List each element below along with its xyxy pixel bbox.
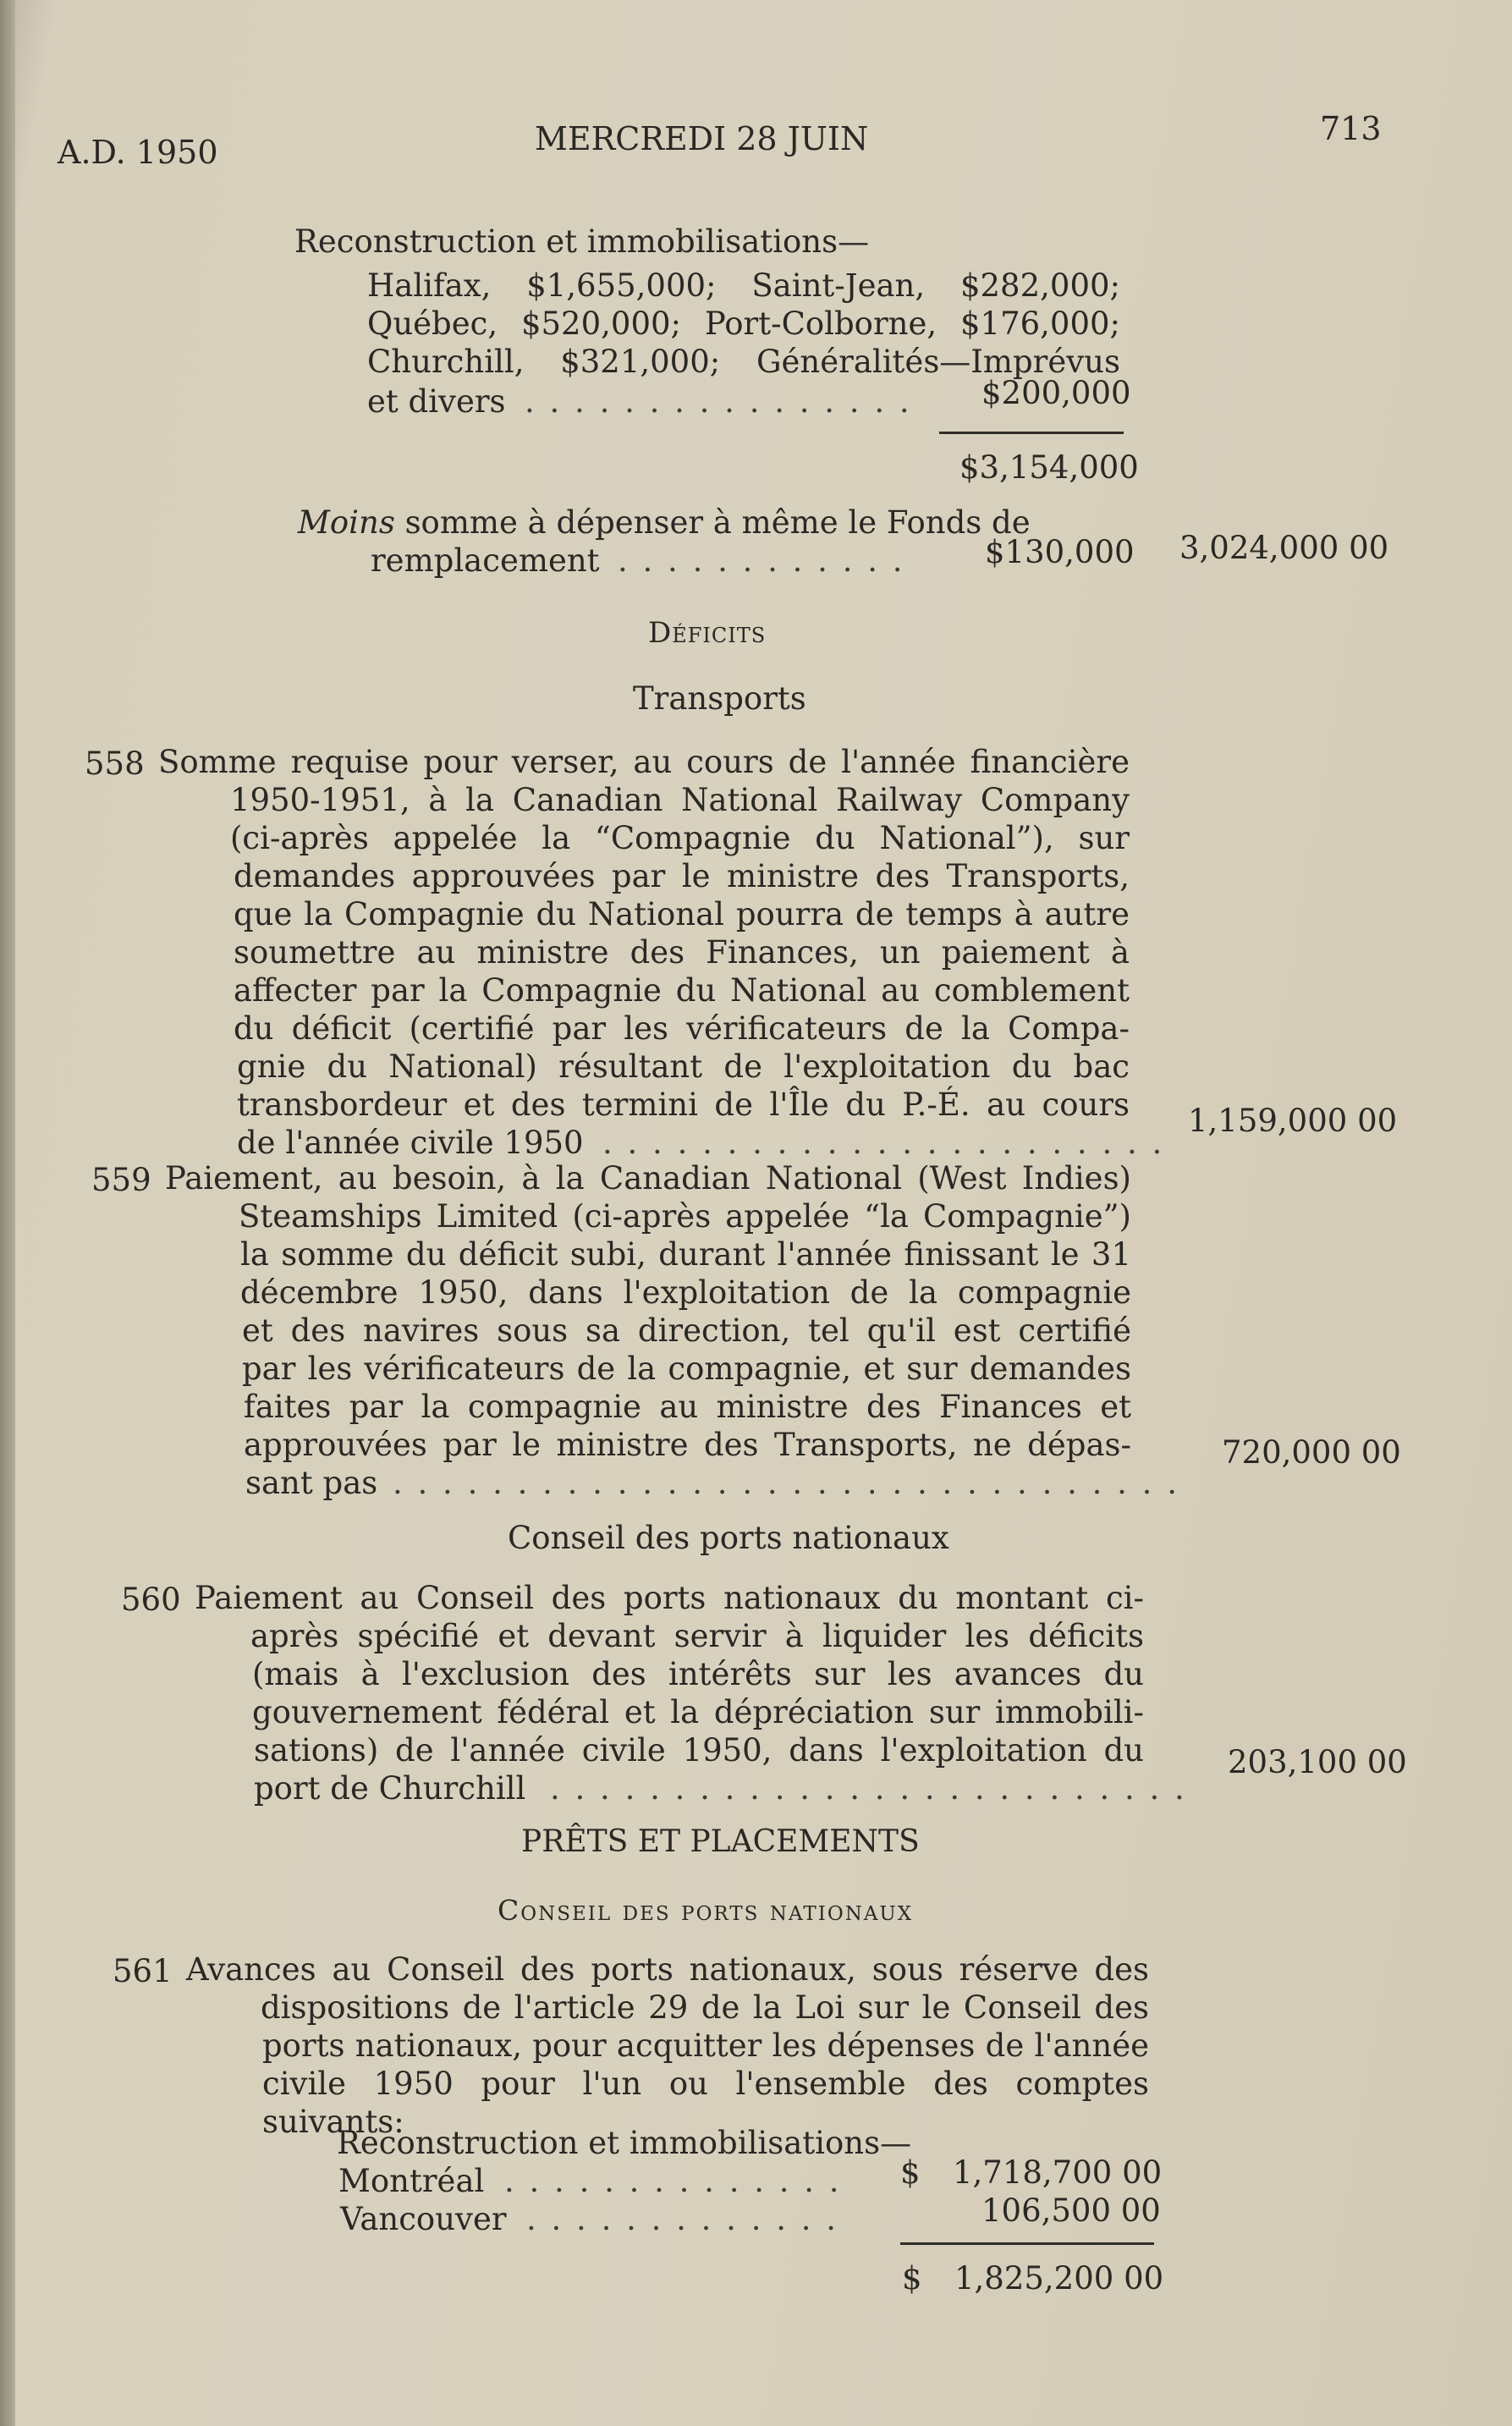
item-558-line-2: 1950-1951, à la Canadian National Railway Company	[230, 782, 1130, 818]
item-558-last-line: de l'année civile 1950	[237, 1125, 584, 1161]
item-560-line-3: (mais à l'exclusion des intérêts sur les avances du	[252, 1656, 1144, 1692]
item-559-line-6: par les vérificateurs de la compagnie, et sur demandes	[242, 1351, 1131, 1387]
item-559-number: 559	[91, 1162, 151, 1198]
item-560-line-4: gouvernement fédéral et la dépréciation sur immobili-	[252, 1694, 1144, 1730]
section-title-deficits: Déficits	[648, 616, 767, 650]
item-558-line-10: transbordeur et des termini de l'Île du P.-É. au cours	[237, 1086, 1130, 1123]
item-561-line-3: ports nationaux, pour acquitter les dépenses de l'année	[262, 2027, 1149, 2064]
dot-leader: . . . . . . . . . . . . . . . .	[525, 383, 912, 420]
item-561-line-5: suivants:	[262, 2104, 404, 2140]
item-560-line-1: Paiement au Conseil des ports nationaux du montant ci-	[195, 1580, 1144, 1616]
item-559-line-8: approuvées par le ministre des Transports, ne dépas-	[244, 1427, 1131, 1463]
item-558-line-8: du déficit (certifié par les vérificateurs de la Compa-	[234, 1010, 1130, 1047]
item-560-last-line: port de Churchill	[254, 1770, 526, 1807]
item-559-line-5: et des navires sous sa direction, tel qu'il est certifié	[242, 1312, 1131, 1349]
item-561-line-1: Avances au Conseil des ports nationaux, sous réserve des	[186, 1951, 1149, 1988]
item-561-line-4: civile 1950 pour l'un ou l'ensemble des comptes	[262, 2066, 1149, 2102]
section-title-prets: PRÊTS ET PLACEMENTS	[521, 1824, 920, 1859]
intro-last-label: et divers	[367, 383, 506, 420]
item-561-total: 1,825,200 00	[954, 2260, 1164, 2297]
item-559-last-line: sant pas	[245, 1465, 378, 1501]
item-559-line-7: faites par la compagnie au ministre des Finances et	[244, 1389, 1131, 1425]
row-montreal-amount: 1,718,700 00	[953, 2154, 1163, 2191]
intro-subtotal: $3,154,000	[959, 449, 1139, 486]
subsection-conseil: Conseil des ports nationaux	[508, 1520, 949, 1556]
total-rule	[900, 2242, 1154, 2245]
row-vancouver-label: Vancouver	[340, 2201, 507, 2237]
remplacement-amount: $130,000	[985, 534, 1135, 570]
total-dollar: $	[902, 2260, 922, 2297]
intro-line-1: Halifax, $1,655,000; Saint-Jean, $282,000;	[367, 267, 1120, 304]
item-558-line-6: soumettre au ministre des Finances, un paiement à	[234, 934, 1130, 971]
item-558-line-9: gnie du National) résultant de l'exploitation du bac	[237, 1048, 1130, 1085]
intro-line-2: Québec, $520,000; Port-Colborne, $176,000;	[367, 305, 1120, 342]
header-date: A.D. 1950	[58, 134, 218, 171]
item-558-line-3: (ci-après appelée la “Compagnie du National”), sur	[230, 820, 1130, 856]
dot-leader: . . . . . . . . . . . . .	[526, 2201, 839, 2237]
subsection-transports: Transports	[633, 680, 806, 717]
item-559-line-4: décembre 1950, dans l'exploitation de la compagnie	[240, 1274, 1131, 1311]
row-montreal-label: Montréal	[338, 2163, 485, 2199]
intro-last-amount: $200,000	[981, 375, 1131, 411]
item-560-line-5: sations) de l'année civile 1950, dans l'exploitation du	[254, 1732, 1144, 1769]
item-558-line-4: demandes approuvées par le ministre des Transports,	[234, 858, 1130, 894]
item-559-line-3: la somme du déficit subi, durant l'année finissant le 31	[240, 1236, 1131, 1273]
remplacement-label: remplacement	[371, 542, 600, 579]
item-560-amount: 203,100 00	[1228, 1744, 1407, 1780]
item-558-line-7: affecter par la Compagnie du National au comblement	[234, 972, 1130, 1009]
intro-total: 3,024,000 00	[1179, 530, 1389, 566]
item-559-line-2: Steamships Limited (ci-après appelée “la Compagnie”)	[239, 1198, 1131, 1235]
moins-rest: somme à dépenser à même le Fonds de	[394, 504, 1031, 541]
dot-leader: . . . . . . . . . . . .	[618, 542, 905, 579]
header-title: MERCREDI 28 JUIN	[535, 120, 869, 157]
dot-leader: . . . . . . . . . . . . . . . . . . . . . . . . . . . . . . . .	[393, 1465, 1179, 1501]
dot-leader: . . . . . . . . . . . . . .	[504, 2163, 842, 2199]
item-558-amount: 1,159,000 00	[1188, 1103, 1398, 1139]
item-560-number: 560	[121, 1582, 181, 1618]
item-561-line-2: dispositions de l'article 29 de la Loi sur le Conseil des	[261, 1989, 1149, 2026]
dot-leader: . . . . . . . . . . . . . . . . . . . . . . . . . .	[550, 1770, 1187, 1807]
intro-line-3: Churchill, $321,000; Généralités—Imprévus	[367, 344, 1120, 380]
item-561-number: 561	[113, 1953, 173, 1989]
section-subtitle-conseil: Conseil des ports nationaux	[498, 1894, 914, 1927]
item-558-line-1: Somme requise pour verser, au cours de l'année financière	[158, 744, 1130, 780]
item-560-line-2: après spécifié et devant servir à liquider les déficits	[250, 1618, 1144, 1654]
dot-leader: . . . . . . . . . . . . . . . . . . . . . . .	[602, 1125, 1165, 1161]
intro-heading: Reconstruction et immobilisations—	[294, 223, 870, 260]
item-561-subheading: Reconstruction et immobilisations—	[337, 2125, 912, 2161]
subtotal-rule	[939, 432, 1124, 434]
item-559-amount: 720,000 00	[1222, 1434, 1401, 1471]
moins-word: Moins	[298, 504, 395, 541]
row-vancouver-amount: 106,500 00	[981, 2192, 1161, 2229]
page-number: 713	[1320, 110, 1382, 147]
item-558-number: 558	[85, 745, 145, 782]
item-558-line-5: que la Compagnie du National pourra de temps à autre	[234, 896, 1130, 932]
item-559-line-1: Paiement, au besoin, à la Canadian National (West Indies)	[165, 1160, 1131, 1196]
row-montreal-dollar: $	[900, 2154, 921, 2191]
